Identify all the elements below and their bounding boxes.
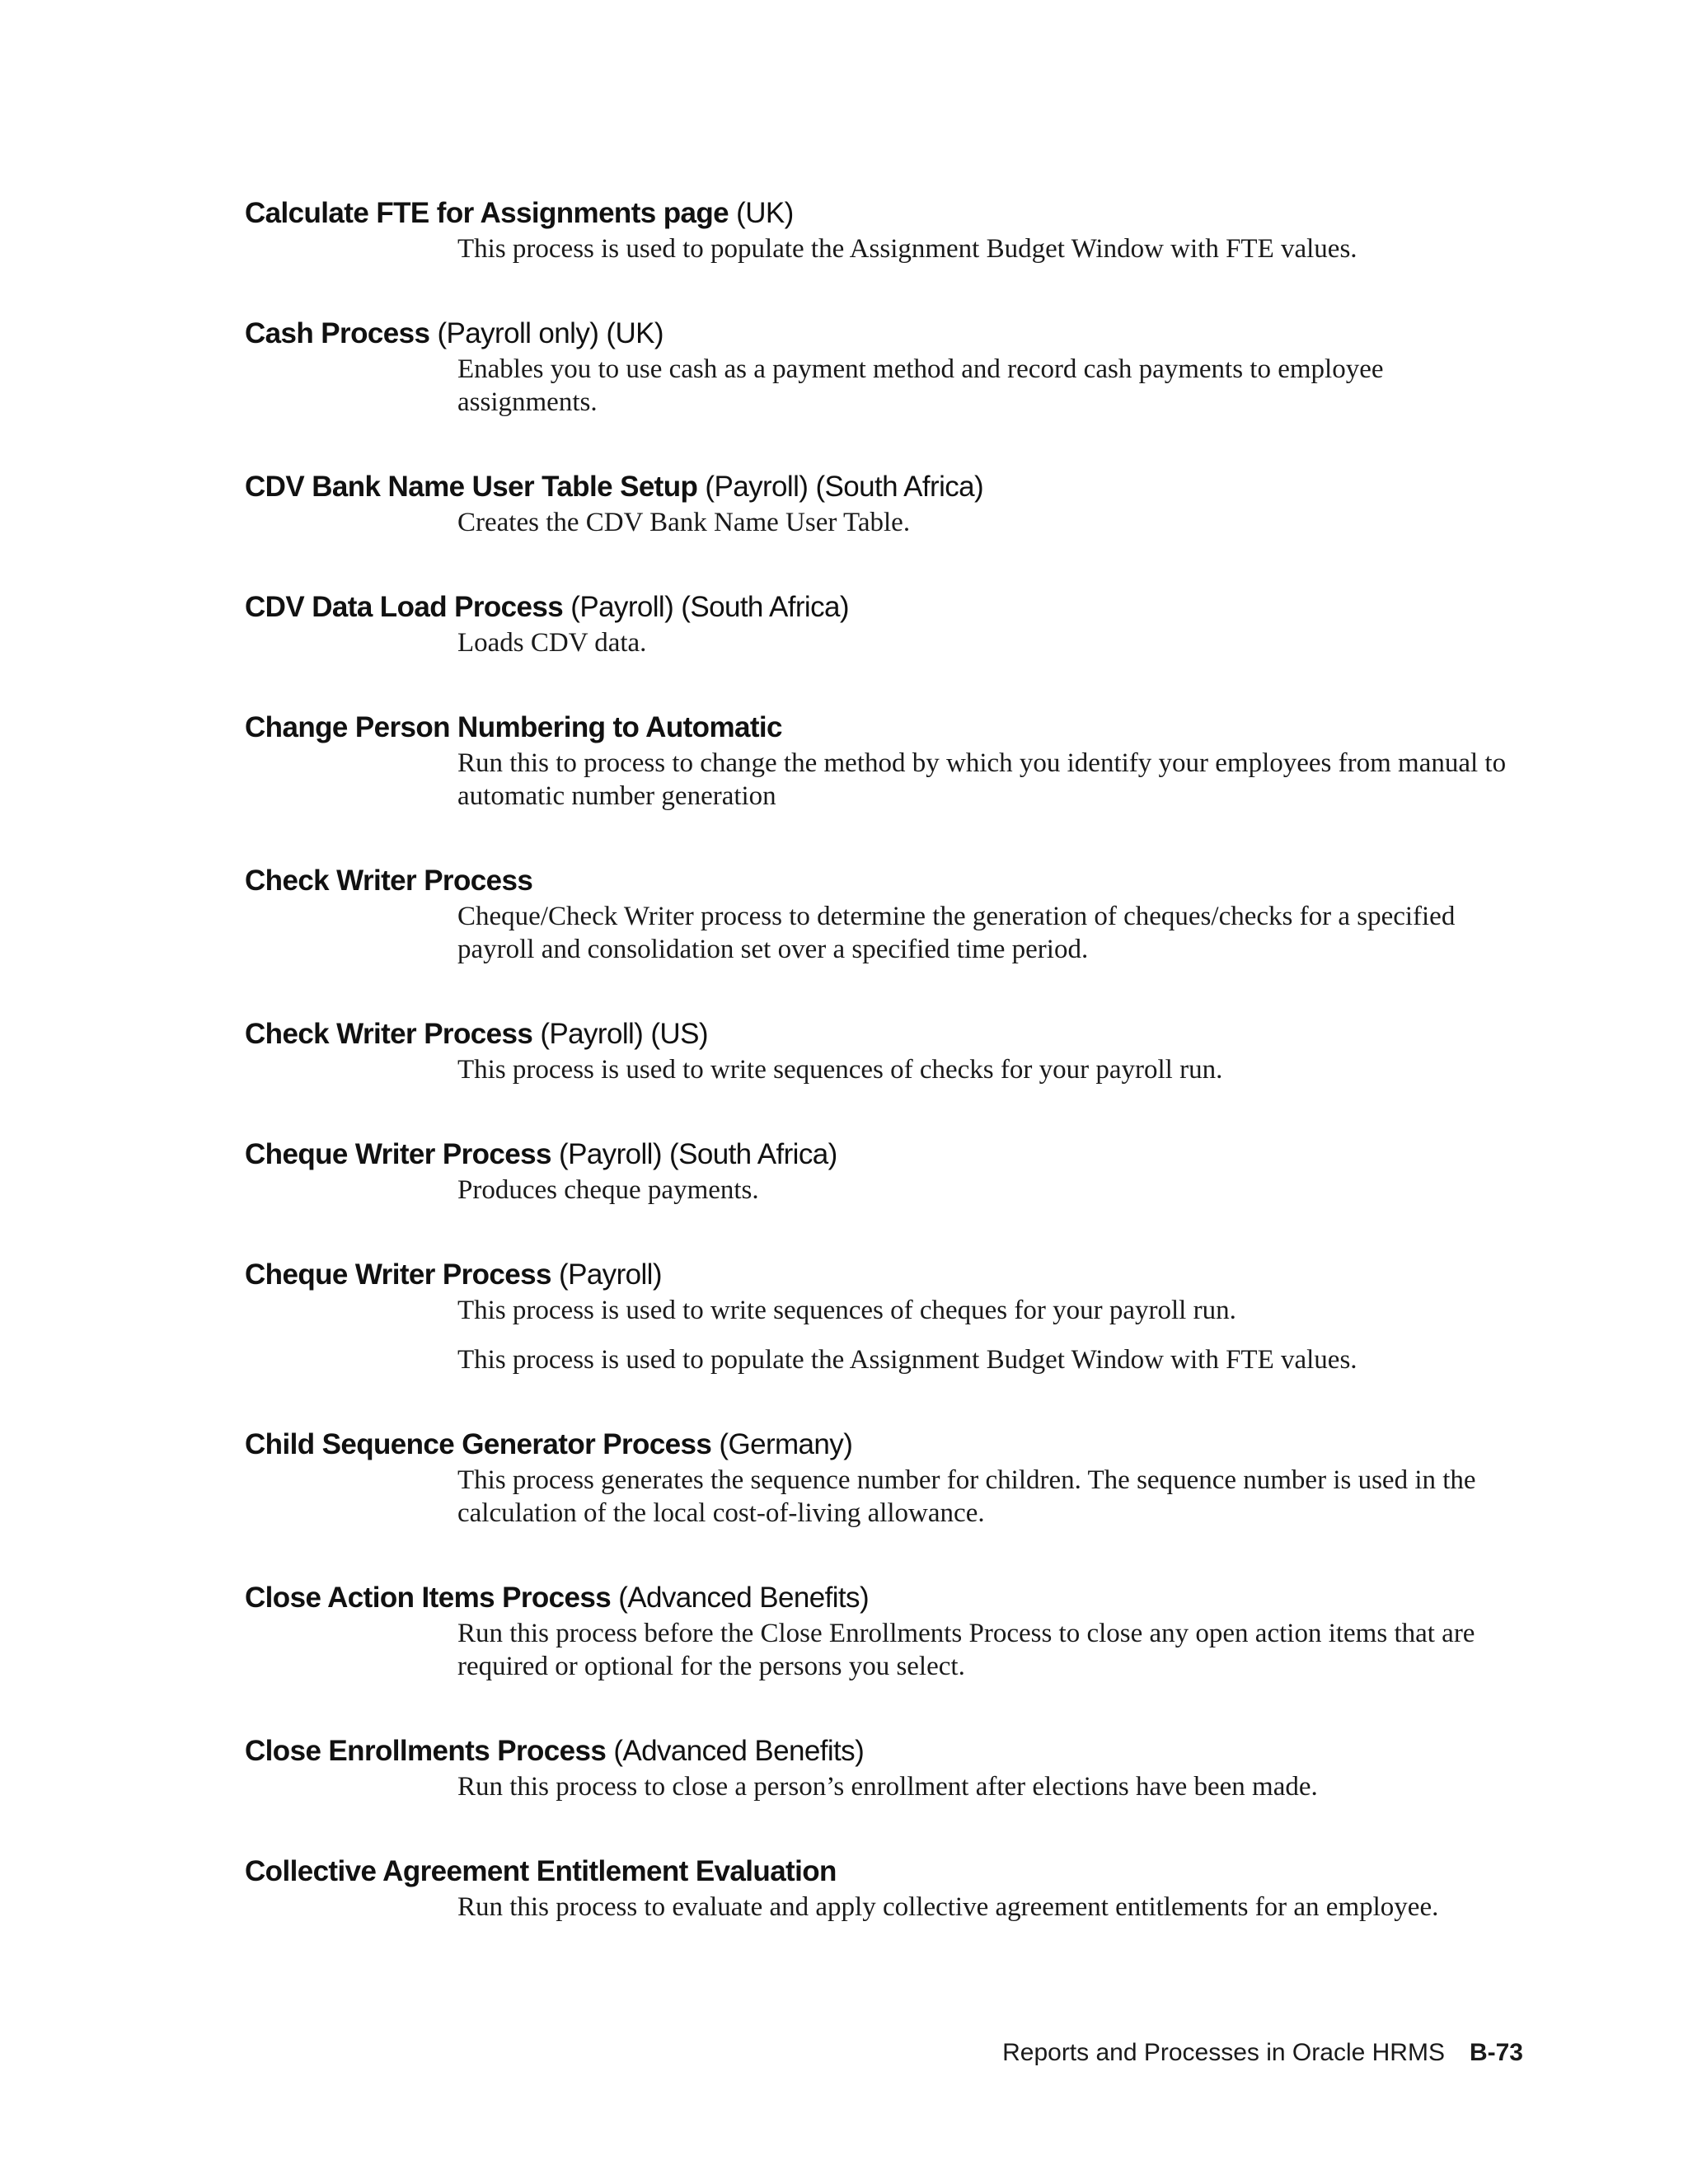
- entry-description: [457, 506, 1529, 539]
- page-footer: [907, 2038, 1523, 2068]
- entry-qualifier: (Payroll): [551, 1258, 662, 1291]
- entry-title: CDV Data Load Process: [245, 591, 564, 623]
- entry: [245, 315, 1531, 419]
- entry-qualifier: (Payroll only) (UK): [429, 317, 663, 349]
- entry-heading: [245, 1136, 1531, 1174]
- entry-title: Close Enrollments Process: [245, 1735, 607, 1767]
- entry-qualifier: (Payroll) (South Africa): [551, 1138, 837, 1170]
- entry-heading: [245, 709, 1531, 747]
- entry-description: [457, 1617, 1529, 1683]
- entry-heading: [245, 468, 1531, 506]
- entry-qualifier: (UK): [729, 197, 794, 229]
- entry-qualifier: (Germany): [711, 1428, 853, 1460]
- entry-title: Cheque Writer Process: [245, 1258, 551, 1291]
- entry-qualifier: (Advanced Benefits): [611, 1582, 870, 1614]
- entry-paragraph: Run this process to evaluate and apply collective agreement entitlements for an employee.: [457, 1892, 1439, 1922]
- entry: [245, 1426, 1531, 1530]
- entry: [245, 1579, 1531, 1683]
- entry-description: [457, 747, 1529, 813]
- entry-heading: [245, 1579, 1531, 1617]
- entry-title: Child Sequence Generator Process: [245, 1428, 712, 1460]
- entry-paragraph: This process is used to populate the Assignment Budget Window with FTE values.: [457, 1345, 1357, 1375]
- entry-heading: [245, 194, 1531, 232]
- entry-heading: [245, 1256, 1531, 1294]
- entry-title: Check Writer Process: [245, 865, 533, 897]
- entry: [245, 1732, 1531, 1803]
- entry-heading: [245, 315, 1531, 353]
- entry-heading: [245, 1732, 1531, 1770]
- document-body: [245, 194, 1531, 1973]
- entry-heading: [245, 1853, 1531, 1891]
- entry: [245, 588, 1531, 659]
- entry-paragraph: This process is used to write sequences of cheques for your payroll run.: [457, 1296, 1236, 1325]
- entry-paragraph: Run this process to close a person’s enrollment after elections have been made.: [457, 1772, 1318, 1802]
- entry-paragraph: This process is used to write sequences of checks for your payroll run.: [457, 1055, 1223, 1085]
- entry-description: [457, 1174, 1529, 1207]
- entry-qualifier: (Payroll) (US): [532, 1018, 708, 1050]
- entry-description: [457, 1053, 1529, 1086]
- entry: [245, 1853, 1531, 1924]
- entry-paragraph: Loads CDV data.: [457, 628, 647, 658]
- entry-title: Change Person Numbering to Automatic: [245, 711, 782, 743]
- entry: [245, 709, 1531, 813]
- entry-title: CDV Bank Name User Table Setup: [245, 471, 698, 503]
- entry-title: Close Action Items Process: [245, 1582, 612, 1614]
- entry-title: Collective Agreement Entitlement Evaluation: [245, 1855, 837, 1887]
- entry-description: [457, 1770, 1529, 1803]
- entry-qualifier: (Payroll) (South Africa): [697, 471, 984, 503]
- entry: [245, 1015, 1531, 1086]
- entry: [245, 1256, 1531, 1376]
- page-number: B-73: [1469, 2039, 1523, 2066]
- entry-paragraph: Produces cheque payments.: [457, 1175, 759, 1205]
- entry-paragraph: This process generates the sequence number for children. The sequence number is used in the calculation of the local cost-of-living allowance.: [457, 1465, 1476, 1528]
- entry-description: [457, 353, 1529, 419]
- entry-description: [457, 626, 1529, 659]
- entry: [245, 1136, 1531, 1207]
- entry-heading: [245, 588, 1531, 626]
- entry-paragraph: This process is used to populate the Assignment Budget Window with FTE values.: [457, 234, 1357, 264]
- entry-description: [457, 1891, 1529, 1924]
- entry-paragraph: Enables you to use cash as a payment method and record cash payments to employee assignments.: [457, 354, 1384, 417]
- entry-paragraph: Run this to process to change the method by which you identify your employees from manual to automatic number generation: [457, 748, 1507, 811]
- footer-section-title: Reports and Processes in Oracle HRMS: [1002, 2039, 1445, 2066]
- entry-qualifier: (Advanced Benefits): [606, 1735, 865, 1767]
- entry-title: Cheque Writer Process: [245, 1138, 551, 1170]
- entry-title: Cash Process: [245, 317, 430, 349]
- entry-heading: [245, 1015, 1531, 1053]
- entry-description: [457, 1464, 1529, 1530]
- entry-paragraph: Cheque/Check Writer process to determine the generation of cheques/checks for a specified payroll and consolidation set over a specified time period.: [457, 902, 1456, 964]
- entry-description: [457, 1294, 1529, 1376]
- entry-title: Check Writer Process: [245, 1018, 533, 1050]
- entry-paragraph: Creates the CDV Bank Name User Table.: [457, 508, 911, 537]
- entry-qualifier: (Payroll) (South Africa): [563, 591, 849, 623]
- entry-heading: [245, 1426, 1531, 1464]
- entry-description: [457, 232, 1529, 265]
- entry-paragraph: Run this process before the Close Enrollments Process to close any open action items that are required or optional for the persons you select.: [457, 1619, 1475, 1681]
- entry: [245, 194, 1531, 265]
- entry-description: [457, 900, 1529, 966]
- entry-heading: [245, 862, 1531, 900]
- entry: [245, 862, 1531, 966]
- entry: [245, 468, 1531, 539]
- entry-title: Calculate FTE for Assignments page: [245, 197, 729, 229]
